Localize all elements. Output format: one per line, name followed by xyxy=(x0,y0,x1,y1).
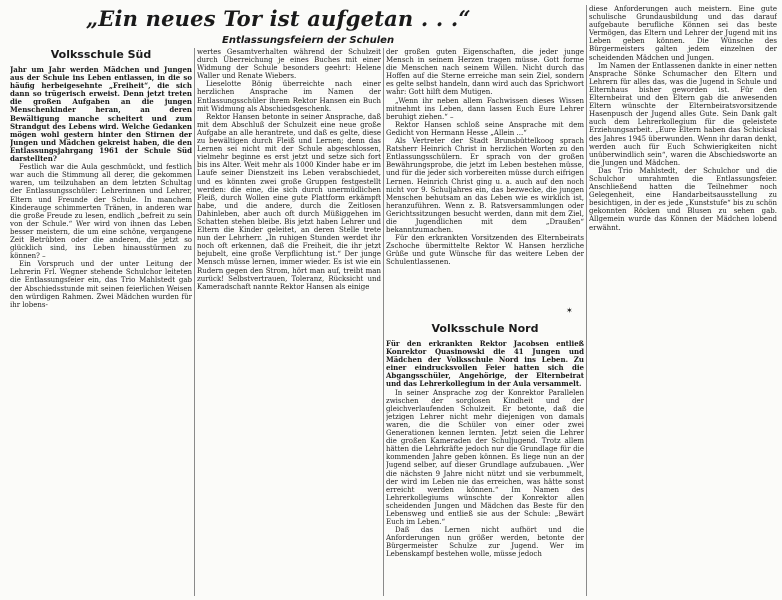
column-rule xyxy=(194,48,195,596)
paragraph: Festlich war die Aula geschmückt, und festlich war auch die Stimmung all derer, die gekommen waren, um teilzuhaben an dem letzten Schultag der Entlassungsschüler: Lehrerinnen und Lehrer, Eltern und Freunde der Schule. In manchem Kinderauge schimmerten Tränen, in anderen war die große Freude zu lesen, endlich „befreit zu sein von der Schule.“ Wer wird von ihnen das Leben besser meistern, die um eine schöne, vergangene Zeit Betrübten oder die anderen, die jetzt so glücklich sind, ins Leben hinausstürmen zu können? – xyxy=(10,163,192,261)
paragraph: der großen guten Eigenschaften, die jeder junge Mensch in seinem Herzen tragen müsse. Gott forme die Menschen nach seinem Willen. Nicht durch das Hoffen auf die Sterne erreiche man sein Ziel, sondern es gelte selbst handeln, dann wird auch das Sprichwort wahr: Gott hilft dem Mutigen. xyxy=(386,48,584,97)
section-title-nord: Volksschule Nord xyxy=(431,322,539,335)
paragraph: Daß das Lernen nicht aufhört und die Anforderungen nun größer werden, betonte der Bürgermeister Schulze zur Jugend. Wer im Lebenskampf bestehen wolle, müsse jedoch xyxy=(386,526,584,559)
paragraph: In seiner Ansprache zog der Konrektor Parallelen zwischen der sorglosen Kindheit und der gleichverlaufenden Schulzeit. Er betonte, daß die jetzigen Lehrer nicht mehr diejenigen von damals waren, die die Schüler von einer oder zwei Generationen kennen lernten. Jetzt seien die Lehrer die großen Kameraden der Schuljugend. Trotz allem hätten die Lehrkräfte jedoch nur die Grundlage für die kommenden Jahre geben können. Es liege nun an der Jugend selber, auf dieser Grundlage aufzubauen. „Wer die nächsten 9 Jahre nicht nützt und sie verbummelt, der wird im Leben nie das erreichen, was hätte sonst erreicht werden können.“ Im Namen des Lehrerkollegiums wünschte der Konrektor allen scheidenden Jungen und Mädchen das Beste für den Lebensweg und entließ sie aus der Schule: „Bewärt Euch im Leben.“ xyxy=(386,388,584,527)
column-4 xyxy=(589,5,777,596)
subheadline: Entlassungsfeiern der Schulen xyxy=(222,35,395,46)
paragraph: Im Namen der Entlassenen dankte in einer netten Ansprache Sönke Schumacher den Eltern und Lehrern für alles das, was die Jugend in Schule und Elternhaus bisher geworden ist. Für den Elternbeirat und den Eltern gab die anwesenden Eltern wünschte der Elternbeiratsvorsitzende Hasenpusch der Jugend alles Gute. Sein Dank galt auch dem Lehrerkollegium für die geleistete Erziehungsarbeit. „Eure Eltern haben das Schicksal des Jahres 1945 überwunden. Wenn ihr daran denkt, werden auch für Euch Schwierigkeiten nicht unüberwindlich sein“, waren die Abschiedsworte an die Jungen und Mädchen. xyxy=(589,61,777,167)
paragraph: diese Anforderungen auch meistern. Eine gute schulische Grundausbildung und das darauf aufgebaute berufliche Können sei das beste Vermögen, das Eltern und Lehrer der Jugend mit ins Leben geben können. Die Wünsche des Bürgermeisters galten jedem einzelnen der scheidenden Mädchen und Jungen. xyxy=(589,5,777,62)
paragraph: Rektor Hansen schloß seine Ansprache mit dem Gedicht von Hermann Hesse „Allein ...“ xyxy=(386,120,584,137)
column-2 xyxy=(197,48,381,596)
paragraph: „Wenn ihr neben allem Fachwissen dieses Wissen mitnehmt ins Leben, dann lassen Euch Eure Lehrer beruhigt ziehen.“ – xyxy=(386,96,584,121)
paragraph: Für den erkrankten Vorsitzenden des Elternbeirats Zschoche übermittelte Rektor W. Hansen herzliche Grüße und gute Wünsche für das weitere Leben der Schulentlassenen. xyxy=(386,234,584,267)
column-3-nord xyxy=(386,322,584,596)
lead-paragraph-sued: Jahr um Jahr werden Mädchen und Jungen aus der Schule ins Leben entlassen, in die so häufig herbeigesehnte „Freiheit“, die sich dann so trügerisch erweist. Denn jetzt treten die großen Aufgaben an die jungen Menschenkinder heran, an deren Bewältigung manche scheitert und zum Strandgut des Lebens wird. Welche Gedanken mögen wohl gestern hinter den Stirnen der Jungen und Mädchen gekreist haben, die den Entlassungsjahrgang 1961 der Schule Süd darstellten? xyxy=(10,65,192,164)
column-3 xyxy=(386,48,584,316)
paragraph: wertes Gesamtverhalten während der Schulzeit durch Überreichung je eines Buches mit einer Widmung der Schule besonders geehrt: Helene Waller und Renate Wiebers. xyxy=(197,48,381,81)
headline: „Ein neues Tor ist aufgetan . . .“ xyxy=(86,6,471,31)
paragraph: Ein Vorspruch und der unter Leitung der Lehrerin Frl. Wegner stehende Schulchor leiteten die Entlassungsfeier ein, das Trio Mahlstedt gab der Abschiedsstunde mit seinen feierlichen Weisen den würdigen Rahmen. Zwei Mädchen wurden für ihr lobens- xyxy=(10,260,192,309)
paragraph: Rektor Hansen betonte in seiner Ansprache, daß mit dem Abschluß der Schulzeit eine neue große Aufgabe an alle herantrete, und daß es gelte, diese zu bewältigen durch Fleiß und Lernen; denn das Lernen sei nicht mit der Schule abgeschlossen, vielmehr beginne es erst jetzt und setze sich fort bis ins Alter. Weit mehr als 1000 Kinder habe er im Laufe seiner Dienstzeit ins Leben verabschiedet, und es könnten zwei große Gruppen festgestellt werden: die eine, die sich durch unermüdlichen Fleiß, durch Wollen eine gute Plattform erkämpft habe, und die andere, durch die Zeitlosen Dahinleben, aber auch oft durch Müßiggehen im Schatten stehen bleibe. Bis jetzt haben Lehrer und Eltern die Kinder geleitet, an deren Stelle trete nun der Lehrherr. „In ruhigen Stunden werdet ihr noch oft erkennen, daß die Freiheit, die ihr jetzt bejubelt, eine große Verpflichtung ist.“ Der junge Mensch müsse lernen, immer wieder. Es ist wie ein Rudern gegen den Strom, hört man auf, treibt man zurück! Selbstvertrauen, Toleranz, Rücksicht und Kameradschaft nannte Rektor Hansen als einige xyxy=(197,112,381,291)
section-divider-mark: ✶ xyxy=(566,306,573,315)
paragraph: Lieselotte Bönig überreichte nach einer herzlichen Ansprache im Namen der Entlassungsschüler ihrem Rektor Hansen ein Buch mit Widmung als Abschiedsgeschenk. xyxy=(197,80,381,113)
lead-paragraph-nord: Für den erkrankten Rektor Jacobsen entließ Konrektor Quasinowski die 41 Jungen und Mädchen der Volksschule Nord ins Leben. Zu einer eindrucksvollen Feier hatten sich die Abgangsschüler, Angehörige, der Elternbeirat und das Lehrerkollegium in der Aula versammelt. xyxy=(386,339,584,389)
column-1 xyxy=(10,48,192,596)
paragraph: Das Trio Mahlstedt, der Schulchor und die Schulchor umrahmten die Entlassungsfeier. Anschließend hatten die Teilnehmer noch Gelegenheit, eine Handarbeitsausstellung zu besichtigen, in der es jede „Kunststufe“ bis zu schön gekonnten Röcken und Blusen zu sehen gab. Allgemein wurde das Können der Mädchen lobend erwähnt. xyxy=(589,166,777,232)
paragraph: Als Vertreter der Stadt Brunsbüttelkoog sprach Ratsherr Heinrich Christ in herzlichen Worten zu den Entlassungsschülern. Er sprach von der großen Bewährungsprobe, die jetzt im Leben bestehen müsse, und für die jeder sich vorbereiten müsse durch eifrigen Lernen. Heinrich Christ ging u. a. auch auf den noch nicht vor 9. Schuljahres ein, das bezwecke, die jungen Menschen behutsam an das Leben wie es wirklich ist, heranzuführen. Wenn z. B. Ratsversammlungen oder Gerichtssitzungen besucht werden, dann mit dem Ziel, die Jugendlichen mit dem „Draußen“ bekanntzumachen. xyxy=(386,137,584,235)
column-rule xyxy=(383,48,384,596)
column-rule xyxy=(586,5,587,596)
section-title-sued: Volksschule Süd xyxy=(50,48,152,61)
